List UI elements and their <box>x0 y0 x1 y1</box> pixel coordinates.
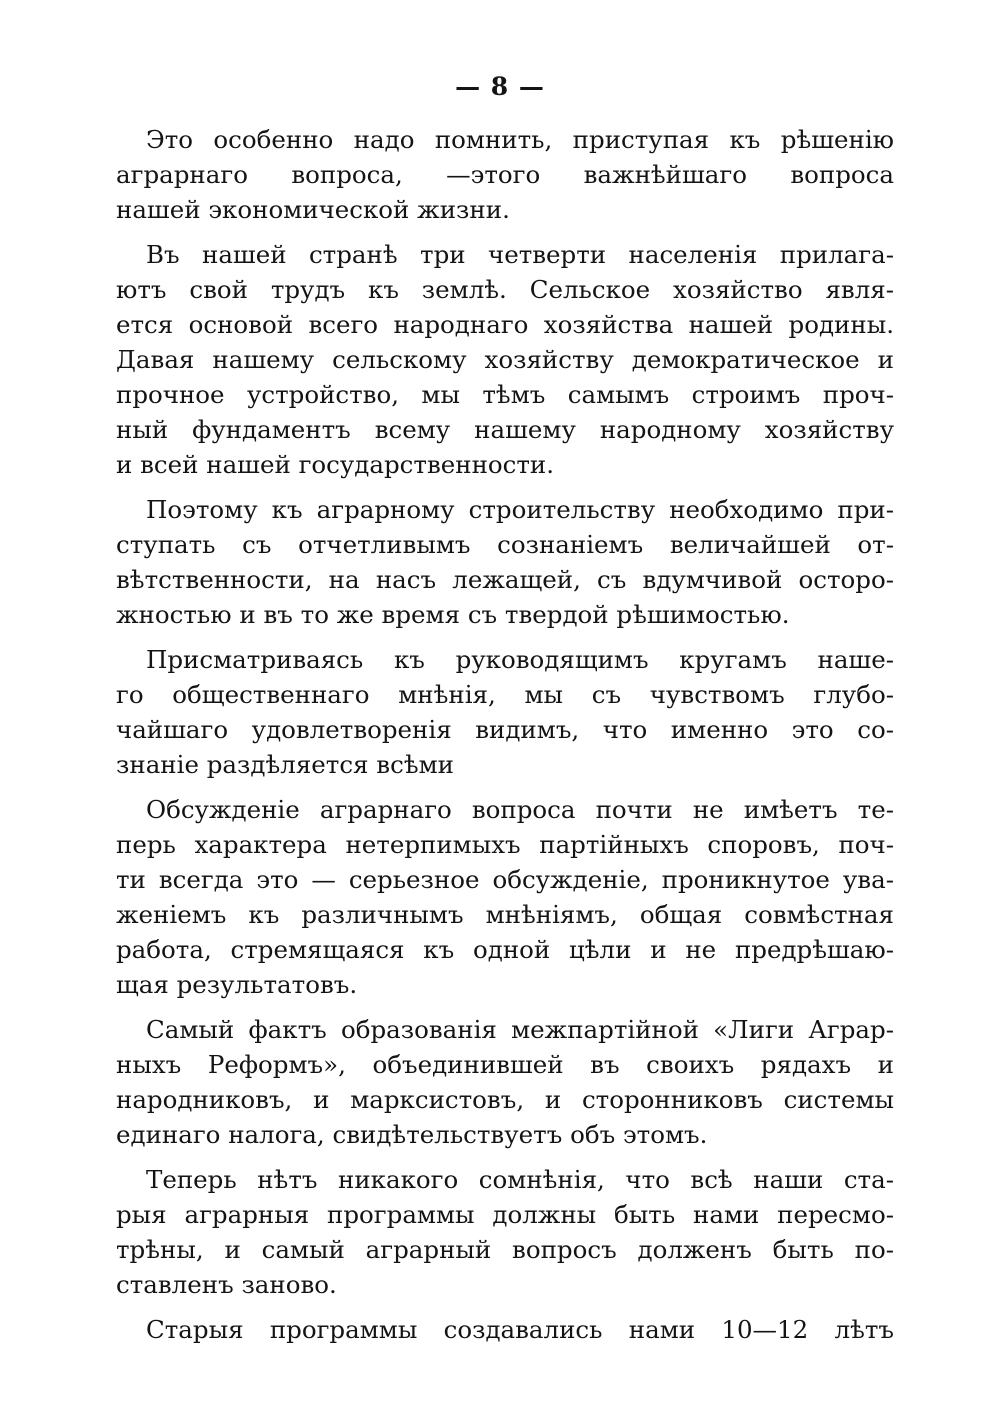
paragraph <box>116 1012 894 1152</box>
text-line: ютъ свой трудъ къ землѣ. Сельское хозяйство явля- <box>116 275 894 304</box>
text-line: ный фундаментъ всему нашему народному хозяйству <box>116 415 894 444</box>
paragraph <box>116 642 894 782</box>
text-line: единаго налога, свидѣтельствуетъ объ этомъ. <box>116 1120 708 1149</box>
text-line: го общественнаго мнѣнія, мы съ чувствомъ глубо- <box>116 680 894 709</box>
paragraph <box>116 792 894 1002</box>
body-text <box>116 122 894 1357</box>
paragraph <box>116 237 894 482</box>
text-line: Присматриваясь къ руководящимъ кругамъ наше- <box>146 645 894 674</box>
text-line: вѣтственности, на насъ лежащей, съ вдумчивой осторо- <box>116 565 894 594</box>
text-line: народниковъ, и марксистовъ, и сторонниковъ системы <box>116 1085 894 1114</box>
text-line: ступать съ отчетливымъ сознаніемъ величайшей от- <box>116 530 894 559</box>
text-line: прочное устройство, мы тѣмъ самымъ строимъ проч- <box>116 380 894 409</box>
text-line: аграрнаго вопроса, —этого важнѣйшаго вопроса <box>116 160 894 189</box>
text-line: ныхъ Реформъ», объединившей въ своихъ рядахъ и <box>116 1050 894 1079</box>
text-line: Поэтому къ аграрному строительству необходимо при- <box>146 495 894 524</box>
text-line: ставленъ заново. <box>116 1270 337 1299</box>
paragraph <box>116 1162 894 1302</box>
text-line: женіемъ къ различнымъ мнѣніямъ, общая совмѣстная <box>116 900 894 929</box>
text-line: Самый фактъ образованія межпартійной «Лиги Аграр- <box>146 1015 894 1044</box>
text-line: жностью и въ то же время съ твердой рѣшимостью. <box>116 600 790 629</box>
text-line: работа, стремящаяся къ одной цѣли и не предрѣшаю- <box>116 935 894 964</box>
text-line: ется основой всего народнаго хозяйства нашей родины. <box>116 310 894 339</box>
text-line: Старыя программы создавались нами 10—12 лѣтъ <box>146 1315 894 1344</box>
paragraph <box>116 1312 894 1347</box>
text-line: чайшаго удовлетворенія видимъ, что именно это со- <box>116 715 894 744</box>
text-line: Обсужденіе аграрнаго вопроса почти не имѣетъ те- <box>146 795 894 824</box>
text-line: Теперь нѣтъ никакого сомнѣнія, что всѣ наши ста- <box>146 1165 894 1194</box>
text-line: перь характера нетерпимыхъ партійныхъ споровъ, поч- <box>116 830 894 859</box>
text-line: Это особенно надо помнить, приступая къ рѣшенію <box>146 125 894 154</box>
paragraph <box>116 492 894 632</box>
text-line: щая результатовъ. <box>116 970 358 999</box>
text-line: ти всегда это — серьезное обсужденіе, проникнутое ува- <box>116 865 894 894</box>
text-line: и всей нашей государственности. <box>116 450 555 479</box>
text-line: Въ нашей странѣ три четверти населенія прилага- <box>146 240 894 269</box>
text-line: Давая нашему сельскому хозяйству демократическое и <box>116 345 894 374</box>
paragraph <box>116 122 894 227</box>
text-line: рыя аграрныя программы должны быть нами пересмо- <box>116 1200 894 1229</box>
text-line: трѣны, и самый аграрный вопросъ долженъ быть по- <box>116 1235 894 1264</box>
text-line: знаніе раздѣляется всѣми <box>116 750 454 779</box>
page-number: — 8 — <box>455 72 545 101</box>
text-line: нашей экономической жизни. <box>116 195 510 224</box>
